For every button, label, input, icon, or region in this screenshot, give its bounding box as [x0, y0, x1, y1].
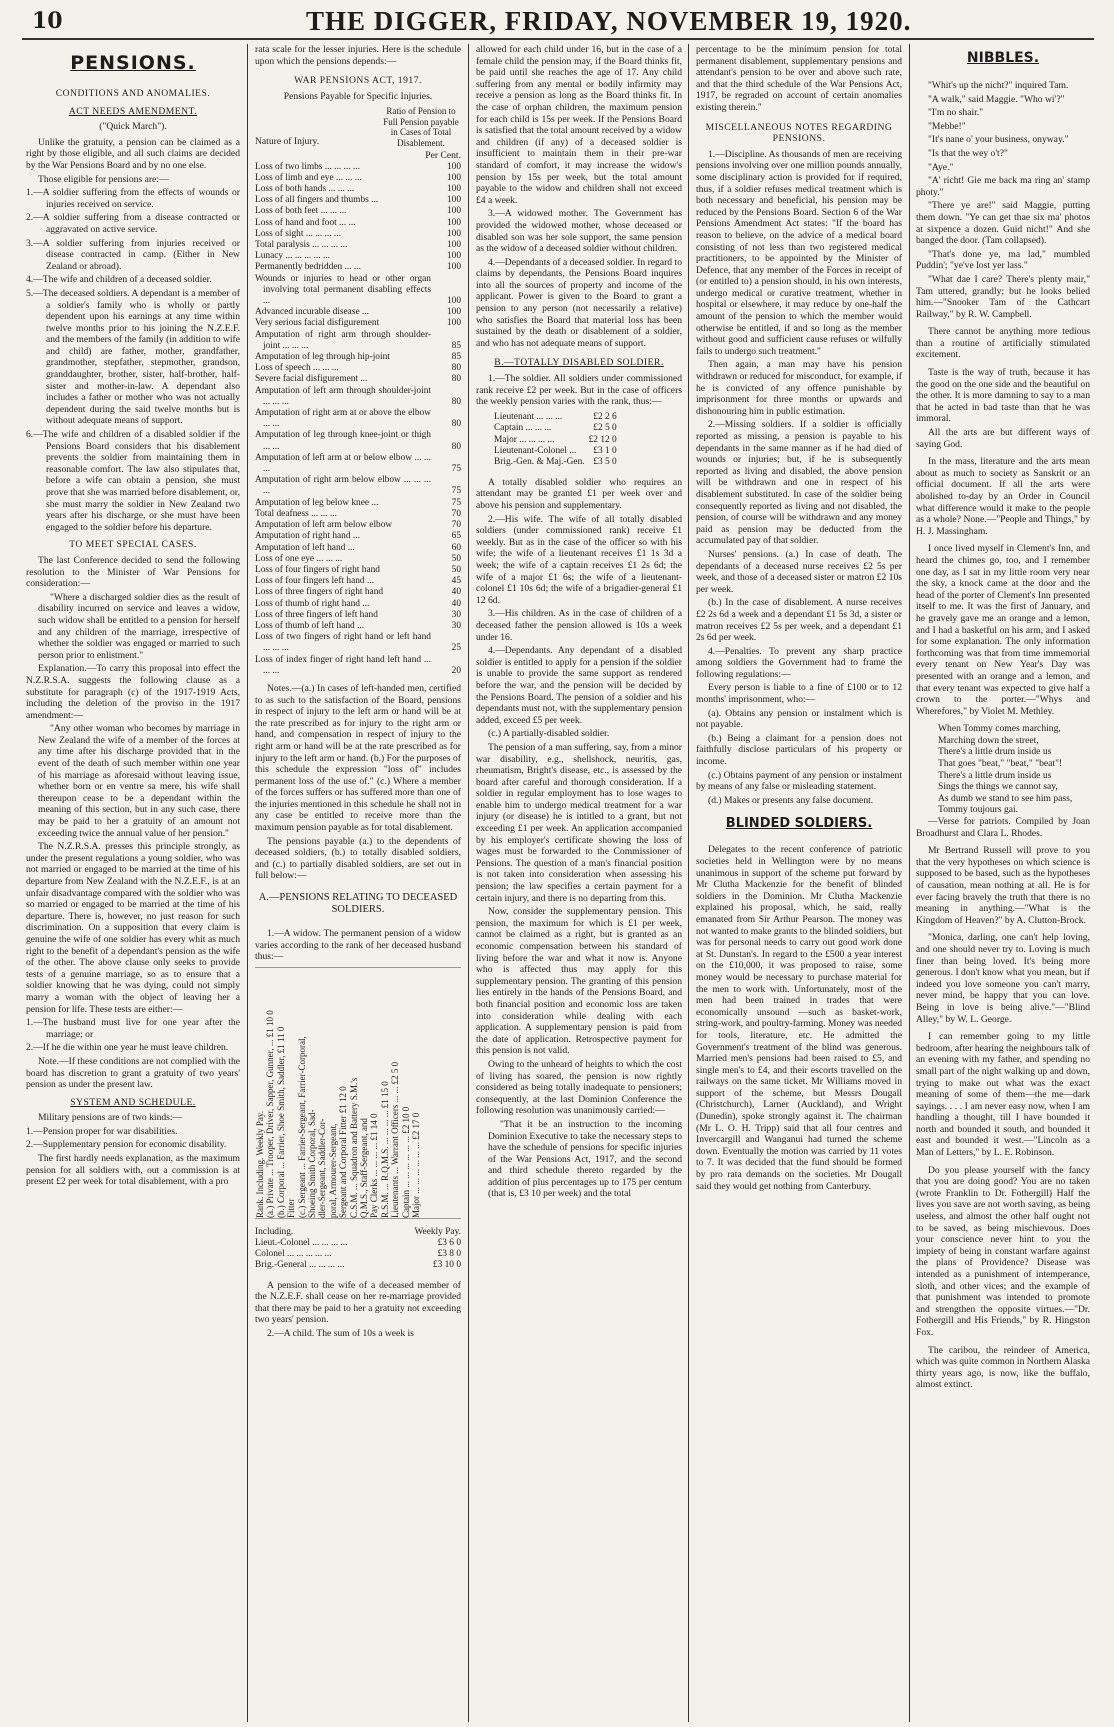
- paragraph: I once lived myself in Clement's Inn, and heard the chimes go, too, and I remember one day, as I sat in my little room very near the sky, a knock came at the door and the head of the porter of Clement's Inn presented itself to me. It was the first of January, and he gravely gave me an orange and a lemon, and I had a basketful on his arm, and I asked for some explanation. The only information forthcoming was that from time immemorial every tenant on New Year's Day was presented with an orange and a lemon, and that every tenant was expected to give half a crown to the porter.—"Whys and Wherefores," by Violet M. Methley.: [916, 543, 1090, 717]
- list-item: 2.—Supplementary pension for economic disability.: [26, 1139, 227, 1151]
- paragraph: Every person is liable to a fine of £100 or to 12 months' imprisonment, who:—: [696, 682, 902, 706]
- verse-line: Marching down the street,: [938, 734, 1039, 746]
- rank-row: [494, 457, 621, 468]
- injury-name: Loss of thumb of right hand ...: [255, 598, 370, 609]
- column-5: [916, 44, 1090, 1719]
- schedule-row: [255, 531, 461, 542]
- tests-list: [26, 1017, 240, 1054]
- schedule-row: [255, 408, 461, 430]
- notes: Notes.—(a.) In cases of left-handed men, certified to as such to the satisfaction of the Board, pensions in respect of injury to the left arm or hand will be at the rate prescribed as for injury to the right arm or hand, and compensation in respect of injury to the right arm or hand will be at the rate prescribed as for injury to the left arm or hand. (b.) For the purposes of this schedule the expression "loss of" includes permanent loss of the use of." (c.) Where a member of the forces suffers or has suffered more than one of the injuries mentioned in this schedule he shall not in any case be entitled to receive more than the maximum pension payable as for total disablement.: [255, 682, 461, 834]
- rotated-pay-line: Pay Clerks ... ... ... ... £1 14 0: [369, 1113, 380, 1218]
- rank-amount: £2 5 0: [593, 423, 617, 434]
- list-item: 6.—The wife and children of a disabled soldier if the Pensions Board considers that his disablement prevents the soldier from maintaining them in reasonable comfort. The law also stipulates that, before a wife can obtain a pension, she must prove that she was married before disablement, or, she must marry the soldier in New Zealand two years after his discharge, or she must have been engaged to the soldier before his departure.: [26, 429, 240, 533]
- dialogue-line: "Whit's up the nicht?" inquired Tam.: [928, 80, 1069, 91]
- paragraph: The caribou, the reindeer of America, which was quite common in Northern Alaska thirty years ago, is now, like the buffalo, almost extinct.: [916, 1344, 1090, 1391]
- injury-name: Total paralysis ... ... ... ...: [255, 240, 348, 251]
- dialogue: [916, 80, 1090, 320]
- injury-name: Loss of four fingers of right hand: [255, 564, 380, 575]
- nibbles-headline: NIBBLES.: [966, 50, 1040, 66]
- paragraph: allowed for each child under 16, but in the case of a female child the pension may, if the Board thinks fit, be paid until she reaches the age of 17. Any child suffering from any mental or bodily infirmity may receive a pension as long as the Board thinks fit. In the case of orphan children, the maximum pension for each child is 15s per week. If the Pensions Board is satisfied that the total amount received by a widow and children (if any) of a deceased soldier is insufficient to maintain them in their pre-war standard of comfort, it may increase the widow's pension by 15s per week, but the total amount payable to the widow and children shall not exceed £4 a week.: [476, 44, 682, 206]
- schedule-row: [255, 632, 461, 654]
- injury-percent: 60: [451, 542, 461, 553]
- paragraph: Military pensions are of two kinds:—: [38, 1112, 183, 1124]
- injury-percent: 75: [451, 497, 461, 508]
- paragraph: (b.) In the case of disablement. A nurse receives £2 2s 6d a week and a dependant £1 5s 3d, a sister or matron receives £2 5s per week, and a dependant £1 2s 6d per week.: [696, 597, 902, 644]
- rotated-pay-line: Shoeing Smith Corporal, Sad-: [307, 1109, 318, 1218]
- paragraph: Unlike the gratuity, a pension can be claimed as a right by those eligible, and all such claims are decided by the War Pensions Board and by no one else.: [26, 136, 240, 171]
- injury-name: Loss of index finger of right hand left hand ... ... ...: [255, 654, 431, 676]
- injury-name: Total deafness ... ... ...: [255, 508, 337, 519]
- including-header: Including.: [255, 1226, 294, 1237]
- schedule-row: [255, 240, 461, 251]
- injury-name: Loss of two limbs ... ... ... ...: [255, 161, 360, 172]
- paragraph: Then again, a man may have his pension withdrawn or reduced for misconduct, for example, if he is convicted of any offence punishable by imprisonment for three months or upwards and dishonouring him in public estimation.: [696, 359, 902, 417]
- officer-widow-pay-table: [255, 1227, 461, 1272]
- paragraph: The N.Z.R.S.A. presses this principle strongly, as under the present regulations a young soldier, who was not married or engaged to be married at the time of his departure from New Zealand with the N.Z.E.F., is at an unfair disadvantage compared with the soldier who was so married or engaged to be married at the time of his departure. There is, however, no just reason for such discrimination. On a supposition that every claim is genuine the wife of one soldier has every whit as much right to the benefit of a dependant's pension as the wife of the other. The above clause only seeks to provide tests of a genuine marriage, so as to ensure that a soldier knowing that he was dying, could not simply marry a woman with the object of leaving her a pension for life. These tests are either:—: [26, 841, 240, 1015]
- injury-percent: 100: [446, 206, 461, 217]
- injury-name: Wounds or injuries to head or other organ involving total permanent disabling effects ...: [255, 273, 431, 307]
- schedule-row: [255, 352, 461, 363]
- penalties-list: [696, 708, 902, 807]
- rank-row: [494, 446, 621, 457]
- injury-percent: 70: [451, 508, 461, 519]
- dialogue-line: "A walk," said Maggie. "Who wi'?": [928, 93, 1065, 105]
- paragraph: 3.—His children. As in the case of children of a deceased father the pension allowed is 10s a week under 16.: [476, 608, 682, 643]
- paragraph: Mr Bertrand Russell will prove to you that the very hypotheses on which science is supposed to be based, such as the hypotheses of causation, mean nothing at all. He is for ever facing bravely the truth that there is no meaning in anything.—"What is the Kingdom of Heaven?" by A. Clutton-Brock.: [916, 845, 1090, 926]
- schedule-row: [255, 307, 461, 318]
- injury-name: Amputation of leg below knee ...: [255, 497, 379, 508]
- weekly-pay-header: Weekly Pay.: [414, 1226, 461, 1237]
- schedule-row: [255, 520, 461, 531]
- injury-percent: 20: [451, 665, 461, 676]
- paragraph: 4.—Dependants of a deceased soldier. In regard to claims by dependants, the Pensions Board inquires into all the sources of property and income of the applicant. Power is given to the Board to grant a pension to any person (not necessarily a relative) who satisfies the Board that material loss has been sustained by the death or disablement of a soldier, and who has not adequate means of support.: [476, 256, 682, 349]
- blinded-soldiers-headline: BLINDED SOLDIERS.: [725, 816, 873, 832]
- injury-percent: 100: [446, 251, 461, 262]
- verse-line: Sings the things we cannot say,: [938, 781, 1058, 793]
- list-item: (c.) Obtains payment of any pension or instalment by means of any false or misleading statement.: [696, 769, 902, 793]
- paragraph: Now, consider the supplementary pension. This pension, the maximum for which is £1 per week, cannot be claimed as a right, but is granted as an economic compensation between his standard of living before the war and what it now is. Anyone who is affected thus may apply for this supplementary pension. The granting of this pension lies entirely in the hands of the Pensions Board, and both financial position and economic loss are taken into consideration while dealing with each application. A supplementary pension is paid from the date of application. Retrospective payment for this pension is not valid.: [476, 906, 682, 1057]
- injury-percent: 80: [451, 419, 461, 430]
- injury-percent: 30: [451, 620, 461, 631]
- schedule-row: [255, 430, 461, 452]
- injury-percent: 40: [451, 598, 461, 609]
- injury-name: Advanced incurable disease ...: [255, 307, 370, 318]
- paragraph: —Verse for patriots. Compiled by Joan Broadhurst and Clara L. Rhodes.: [916, 816, 1090, 839]
- list-item: 4.—The wife and children of a deceased soldier.: [26, 274, 212, 286]
- page-number: 10: [32, 8, 63, 34]
- paragraph: 2.—Missing soldiers. If a soldier is officially reported as missing, a pension is payable to his dependants in the same manner as if he had died of wounds or injuries; but, if he is subsequently reported as living and disabled, the above pension will be withdrawn and one in respect of his disablement substituted. In case of the soldier being consequently reported as living and not disabled, the pension, of course will be withdrawn and any money paid as pension may be deducted from the accumulated pay of that soldier.: [696, 419, 902, 547]
- schedule-row: [255, 251, 461, 262]
- kicker: CONDITIONS AND ANOMALIES.: [55, 88, 211, 99]
- injury-percent: 50: [451, 564, 461, 575]
- injury-name: Loss of one eye ... ... ...: [255, 553, 343, 564]
- injury-percent: 100: [446, 172, 461, 183]
- paragraph: Note.—If these conditions are not complied with the board has discretion to grant a gratuity of two years' pension as under the present law.: [26, 1055, 240, 1091]
- list-item: (a). Obtains any pension or instalment which is not payable.: [696, 707, 902, 731]
- column-2: [255, 44, 461, 1719]
- pay-amount: £3 6 0: [437, 1238, 461, 1249]
- paragraph: 4.—Penalties. To prevent any sharp practice among soldiers the Government had to frame the following regulations:—: [696, 645, 902, 680]
- paragraph: 1.—The soldier. All soldiers under commissioned rank receive £2 per week. But in the case of officers the weekly pension varies with the rank, thus:—: [476, 373, 682, 408]
- schedule-row: [255, 195, 461, 206]
- schedule-row: [255, 554, 461, 565]
- injury-percent: 100: [446, 296, 461, 307]
- list-item: 3.—A soldier suffering from injuries received or disease contracted in camp. (Either in New Zealand or abroad).: [26, 237, 240, 272]
- rank-row: [494, 435, 621, 446]
- schedule-row: [255, 318, 461, 329]
- widow-pay-table-rotated: [255, 967, 461, 1219]
- tagline: ("Quick March").: [99, 121, 167, 133]
- injury-percent: 100: [446, 195, 461, 206]
- schedule-row: [255, 184, 461, 195]
- dialogue-line: "I'm no shair.": [928, 107, 984, 119]
- column-rule: [909, 44, 910, 1722]
- column-rule: [247, 44, 248, 1722]
- pay-row: [255, 1260, 461, 1271]
- injury-name: Loss of three fingers of left hand: [255, 609, 378, 620]
- list-item: 1.—Pension proper for war disabilities.: [26, 1125, 178, 1137]
- paragraph: 2.—His wife. The wife of all totally disabled soldiers (under commissioned rank) receive £1 weekly. But as in the case of the officer so with his wife; the wife of a lieutenant receives £1 1s 3d a week; the wife of a captain receives £1 2s 6d; the wife of a major £1 6s; the wife of a lieutenant-colonel £1 10s 6d; the wife of a brigadier-general £1 12 6d.: [476, 513, 682, 606]
- paragraph: The pensions payable (a.) to the dependents of deceased soldiers, (b.) to totally disabled soldiers, and (c.) to partially disabled soldiers, are set out in full below:—: [255, 835, 461, 882]
- paragraph: Owing to the unheard of heights to which the cost of living has soared, the pension is now rightly considered as being totally inadequate to pensioners; consequently, at the last Dominion Conference the following resolution was unanimously carried:—: [476, 1058, 682, 1117]
- paragraph: The last Conference decided to send the following resolution to the Minister of War Pensions for consideration:—: [26, 554, 240, 590]
- injury-percent: 45: [451, 576, 461, 587]
- injury-name: Loss of limb and eye ... ... ...: [255, 172, 362, 183]
- dialogue-line: "A' richt! Gie me back ma ring an' stamp photy.": [916, 175, 1090, 198]
- pay-rank: Lieut.-Colonel ... ... ... ...: [255, 1238, 348, 1249]
- section-b-heading: B.—TOTALLY DISABLED SOLDIER.: [494, 357, 664, 369]
- injury-name: Amputation of right arm below elbow ... ... ... ...: [255, 475, 431, 497]
- rotated-pay-line: Rank. Including. Weekly Pay.: [255, 1110, 265, 1218]
- schedule-row: [255, 229, 461, 240]
- rank-name: Lieutenant-Colonel ...: [494, 446, 577, 457]
- schedule-header: [255, 106, 461, 148]
- paragraph: rata scale for the lesser injuries. Here is the schedule upon which the pensions depends:—: [255, 44, 461, 67]
- subhead: SYSTEM AND SCHEDULE.: [70, 1096, 196, 1108]
- percent-header: Per Cent.: [425, 150, 461, 161]
- rotated-pay-line: poral, Armourer-Sergeant,: [327, 1123, 338, 1218]
- schedule-row: [255, 576, 461, 587]
- injury-percent: 100: [446, 307, 461, 318]
- injury-percent: 30: [451, 609, 461, 620]
- injury-percent: 80: [451, 441, 461, 452]
- rotated-pay-line: dler-Sergeant, Saddler-Cor-: [317, 1118, 328, 1218]
- rotated-pay-line: Fitter: [286, 1198, 297, 1218]
- injury-name: Loss of four fingers left hand ...: [255, 576, 374, 587]
- verse: [916, 723, 1090, 816]
- verse-line: That goes "beat," "beat," "beat"!: [938, 758, 1063, 770]
- pensions-headline: PENSIONS.: [70, 52, 196, 74]
- injury-name: Amputation of right arm through shoulder-joint ... ... ...: [255, 329, 431, 351]
- injury-name: Amputation of right arm at or above the elbow ... ...: [255, 408, 431, 430]
- schedule-row: [255, 386, 461, 408]
- subhead: TO MEET SPECIAL CASES.: [69, 539, 197, 551]
- pay-amount: £3 10 0: [432, 1260, 461, 1271]
- paragraph: I can remember going to my little bedroom, after hearing the neighbours talk of an evening with my father, and spending no small part of the night walking up and down, trying to make out what was the exact meaning of some of them—the me—dark sayings. . . . I am never easy now, when I am handling a thought, till I have bounded it north and bounded it south, and bounded it east and bounded it west.—"Lincoln as a Man of Letters," by L. E. Robinson.: [916, 1031, 1090, 1159]
- list-item: (d.) Makes or presents any false document.: [708, 794, 874, 806]
- schedule-row: [255, 498, 461, 509]
- rotated-pay-line: Lieutenants ... Warrant Officers ... ... £2 5 0: [390, 1061, 401, 1218]
- paragraph: 2.—A child. The sum of 10s a week is: [267, 1328, 414, 1339]
- list-item: 1.—The husband must live for one year after the marriage; or: [26, 1017, 240, 1040]
- paragraph: 1.—Discipline. As thousands of men are receiving pensions involving over one million pounds annually, some disciplinary action is provided for if required, thus, if a soldier refuses medical treatment which is both necessary and beneficial, his pension may be reduced by the Pensions Board. Section 6 of the War Pensions Amendment Act states: "If the board has reason to believe, on the advice of a medical board consisting of not less than two registered medical practitioners, to be appointed by the Minister of Defence, that any member of the Forces in receipt of (or entitled to) a pension should, in his own interests, undergo medical or curative treatment, whether in hospital or elsewhere, it may reduce by one-half the amount of the pension to which the member would otherwise be entitled, if and so long as the member without good and sufficient cause refuses or wilfully fails to undergo such treatment.": [696, 148, 902, 357]
- rank-row: [494, 423, 621, 434]
- paragraph: All the arts are but different ways of saying God.: [916, 427, 1090, 450]
- list-item: (b.) Being a claimant for a pension does not faithfully disclose particulars of his property or income.: [696, 732, 902, 768]
- list-item: 2.—A soldier suffering from a disease contracted or aggravated on active service.: [26, 212, 240, 235]
- eligibility-list: [26, 187, 240, 533]
- injury-name: Amputation of leg through knee-joint or thigh ... ...: [255, 430, 431, 452]
- quotation: "That it be an instruction to the incoming Dominion Executive to take the necessary steps to have the schedule of pensions for specific injuries of the War Pensions Act, 1917, and the second and third schedule thereto regarded by the addition of plus percentages up to 175 per centum (that is, £3 10 per week) and the total: [488, 1118, 682, 1200]
- rank-name: Captain ... ... ...: [494, 423, 552, 434]
- paragraph: In the mass, literature and the arts mean about as much to society as Sanskrit or an official document. If all the arts were abolished to-day by an Order in Council what difference would it make to the people as a whole? None.—"People and Things," by H. J. Massingham.: [916, 456, 1090, 537]
- dialogue-line: "What dae I care? There's plenty mair," Tam uttered, grandly; but he looks belied him.—"Snooker Tam of the Cathcart Railway," by R. W. Campbell.: [916, 273, 1090, 320]
- paragraph: Explanation.—To carry this proposal into effect the N.Z.R.S.A. suggests the following clause as a substitute for paragraph (c) of the 1917-1919 Acts, including the deletion of the proviso in the 1917 amendment:—: [26, 663, 240, 721]
- injury-name: Lunacy ... ... ... ... ...: [255, 251, 330, 262]
- misc-notes-heading: MISCELLANEOUS NOTES REGARDING PENSIONS.: [705, 121, 893, 145]
- act-heading: WAR PENSIONS ACT, 1917.: [294, 75, 422, 87]
- pension-kinds-list: [26, 1126, 240, 1151]
- injury-name: Loss of sight ... ... ... ...: [255, 228, 341, 239]
- verse-line: As dumb we stand to see him pass,: [938, 792, 1073, 804]
- schedule-row: [255, 173, 461, 184]
- rotated-pay-line: C.S.M. ... Squadron and Battery S.M.'s: [348, 1077, 359, 1218]
- injury-percent: 80: [451, 363, 461, 374]
- schedule-row: [255, 262, 461, 273]
- injury-percent: 100: [446, 318, 461, 329]
- masthead-title: THE DIGGER, FRIDAY, NOVEMBER 19, 1920.: [306, 6, 912, 36]
- schedule-row: [255, 655, 461, 677]
- paragraph: The pension of a man suffering, say, from a minor war disability, e.g., shellshock, neuritis, gas, rheumatism, Bright's disease, etc., is assessed by the board after careful and thorough consideration. If a soldier in regular employment has to lose wages to enable him to undergo medical treatment for a war injury (or disease) he is intitled to a grant, but not exceeding £1 per week. An application accompanied by his employer's certificate showing the loss of wages must be forwarded to the Commissioner of Pensions. The question of a man's financial position is not taken into consideration when assessing his pension; the law specifies a certain payment for a certain injury, and there is no departing from this.: [476, 741, 682, 904]
- injury-percent: 100: [446, 262, 461, 273]
- schedule-row: [255, 374, 461, 385]
- list-item: 5.—The deceased soldiers. A dependant is a member of a soldier's family who is wholly or partly dependent upon his earnings at any time within twelve months prior to his joining the N.Z.E.F. and the members of the family (in addition to wife and child) are father, mother, grandfather, grandmother, stepfather, stepmother, grandson, granddaughter, brother, sister, half-brother, half-sister and mother-in-law. A dependant also includes a father or mother who was not actually dependent during the said twelve months but is without adequate means of support.: [26, 287, 240, 427]
- rotated-pay-line: Captain ... ... ... ... ... ... £2 10 0: [400, 1106, 411, 1218]
- injury-percent: 25: [451, 643, 461, 654]
- paragraph: The first hardly needs explanation, as the maximum pension for all soldiers with, out a commission is at present £2 per week for total disablement, with a pro: [26, 1153, 240, 1188]
- masthead-rule: [22, 38, 1094, 40]
- injury-name: Loss of two fingers of right hand or left hand ... ... ...: [255, 632, 431, 654]
- column-rule: [468, 44, 469, 1722]
- verse-line: There's a little drum inside us: [938, 769, 1052, 781]
- list-item: 1.—A soldier suffering from the effects of wounds or injuries received on service.: [26, 187, 240, 210]
- paragraph: There cannot be anything more tedious than a routine of artificially stimulated excitement.: [916, 326, 1090, 361]
- rotated-pay-line: Major ... ... ... ... ... ... £2 17 0: [411, 1112, 422, 1218]
- injury-percent: 100: [446, 184, 461, 194]
- paragraph: Those eligible for pensions are:—: [38, 173, 169, 185]
- act-subheading: Pensions Payable for Specific Injuries.: [283, 90, 433, 102]
- injury-percent: 70: [451, 520, 461, 531]
- pay-row: [255, 1238, 461, 1249]
- dialogue-line: "Mebbe!": [928, 120, 966, 132]
- paragraph: 3.—A widowed mother. The Government has provided the widowed mother, whose deceased or disabled son was her sole support, the same pension as the widow of a deceased soldier without children.: [476, 208, 682, 255]
- injury-name: Amputation of leg through hip-joint: [255, 352, 390, 363]
- injury-percent: 75: [451, 464, 461, 475]
- nature-header: Nature of Injury.: [255, 136, 320, 148]
- injury-percent: 65: [451, 531, 461, 542]
- injury-percent: 50: [451, 553, 461, 564]
- list-item: 2.—If he die within one year he must leave children.: [26, 1042, 229, 1054]
- ratio-header: Ratio of Pension to Full Pension payable in Cases of Total Disablement.: [383, 106, 459, 148]
- paragraph: "Monica, darling, one can't help loving, and one should never try to. Loving is much finer than being loved. It's being more generous. I don't know what you mean, but if indeed you love someone you can't marry, never mind, be happy that you can love. Being in love is being alive."—"Blind Alley," by W. L. George.: [916, 932, 1090, 1025]
- rank-name: Brig.-Gen. & Maj.-Gen.: [494, 457, 585, 468]
- rank-name: Major ... ... ... ...: [494, 434, 555, 445]
- schedule-row: [255, 475, 461, 497]
- masthead: [0, 0, 1114, 38]
- paragraph: A pension to the wife of a deceased member of the N.Z.E.F. shall cease on her re-marriage provided that there may be paid to her a gratuity not exceeding two years' pension.: [255, 1279, 461, 1326]
- injury-percent: 80: [451, 374, 461, 385]
- subhead: ACT NEEDS AMENDMENT.: [68, 105, 198, 117]
- paragraph: (c.) A partially-disabled soldier.: [488, 728, 610, 740]
- injury-name: Severe facial disfigurement ...: [255, 374, 368, 385]
- paragraph: 4.—Dependants. Any dependant of a disabled soldier is entitled to apply for a pension if the soldier is unable to provide the same support as rendered before the war, and the pension will be decided by the Pensions Board. The pension of a soldier and his dependants must not, with the supplementary pension added, exceed £5 per week.: [476, 645, 682, 726]
- rotated-pay-line: (c.) Sergeant ... Farrier-Sergeant, Farrier-Corporal,: [296, 1036, 307, 1218]
- dialogue-line: "That's done ye, ma lad," mumbled Puddin'; "ye've lost yer lass.": [916, 248, 1090, 272]
- rank-amount: £2 12 0: [588, 434, 617, 445]
- schedule-row: [255, 330, 461, 352]
- schedule-row: [255, 274, 461, 308]
- injury-name: Amputation of left hand ...: [255, 542, 355, 553]
- schedule-row: [255, 621, 461, 632]
- injury-name: Loss of three fingers of right hand: [255, 587, 384, 598]
- injury-name: Loss of speech ... ... ...: [255, 363, 339, 374]
- injury-percent: 80: [451, 396, 461, 407]
- column-4: [696, 44, 902, 1719]
- pay-rank: Colonel ... ... ... ... ...: [255, 1249, 332, 1260]
- verse-line: Tommy toujours gai.: [938, 804, 1019, 816]
- quotation: "Any other woman who becomes by marriage in New Zealand the wife of a member of the forces at any time after his discharge provided that in the event of the death of such member within one year of his marriage as aforesaid without leaving issue, whether born or en ventre sa mere, his wife shall thereupon cease to be a dependant within the meaning of this section, but in any such case, there may be paid to her a gratuity of an amount not exceeding twice the annual value of her pension.": [38, 723, 240, 839]
- schedule-row: [255, 587, 461, 598]
- rotated-pay-line: (b.) Corporal ... Farrier, Shoe Smith, Saddler, £1 11 0: [275, 1026, 286, 1218]
- injury-name: Amputation of left arm through shoulder-joint ... ... ...: [255, 385, 431, 407]
- column-3: [476, 44, 682, 1719]
- injury-name: Amputation of left arm below elbow: [255, 520, 393, 531]
- dialogue-line: "There ye are!" said Maggie, putting them down. "Ye can get thae six ma' photos at sixpence a dozen. Guid nicht!" And she banged the door. (Tam collapsed).: [916, 200, 1090, 247]
- schedule-row: [255, 206, 461, 217]
- schedule-row: [255, 599, 461, 610]
- injury-percent: 100: [446, 161, 461, 172]
- injury-name: Loss of hand and foot ... ...: [255, 217, 356, 228]
- paragraph: Do you please yourself with the fancy that you are doing good? You are no taken (wrote Franklin to Dr. Fothergill) Half the lives you save are not worth saving, as being useless, and almost the other half ought not to be saved, as being mischievous. Does your conscience never hint to you the impiety of being in constant warfare against the plans of Providence? Disease was intended as a punishment of intemperance, sloth, and other vices; and the example of that punishment was intended to promote and strengthen the opposite virtues.—"Dr. Fothergill and His Friends," by R. Hingston Fox.: [916, 1164, 1090, 1338]
- rank-name: Lieutenant ... ... ...: [494, 411, 563, 422]
- pay-rank: Brig.-General ... ... ... ...: [255, 1260, 345, 1271]
- rotated-pay-line: Sergeant and Corporal Fitter £1 12 0: [338, 1086, 349, 1218]
- rotated-pay-line: (a.) Private ... Trooper, Driver, Sapper, Gunner, ... £1 10 0: [265, 1010, 276, 1218]
- schedule-row: [255, 565, 461, 576]
- injury-name: Loss of thumb of left hand ...: [255, 620, 365, 631]
- injury-percent: 75: [451, 486, 461, 497]
- column-rule: [688, 44, 689, 1722]
- injury-name: Very serious facial disfigurement: [255, 318, 380, 329]
- paragraph: A totally disabled soldier who requires an attendant may be granted £1 per week over and above his pension and supplementary.: [476, 476, 682, 512]
- section-a-heading: A.—PENSIONS RELATING TO DECEASED SOLDIERS.: [258, 892, 458, 916]
- rank-row: [494, 412, 621, 423]
- schedule-row: [255, 363, 461, 374]
- injury-name: Amputation of left arm at or below elbow ... ... ...: [255, 452, 431, 475]
- schedule-row: [255, 509, 461, 520]
- column-1: [26, 44, 240, 1719]
- injury-percent: 40: [451, 587, 461, 598]
- schedule-row: [255, 218, 461, 229]
- schedule-row: [255, 543, 461, 554]
- verse-line: There's a little drum inside us: [938, 746, 1052, 758]
- paragraph: percentage to be the minimum pension for total permanent disablement, supplementary pensions and attendant's pension to be over and above such rate, and that the third schedule of the War Pensions Act, 1917, be regraded on account of certain anomalies existing therein.": [696, 44, 902, 113]
- rotated-pay-line: R.S.M. ... R.Q.M.S. ... ... ... ... £1 15 0: [379, 1081, 390, 1218]
- paragraph: 1.—A widow. The permanent pension of a widow varies according to the rank of her deceased husband thus:—: [255, 928, 461, 963]
- injury-name: Amputation of right hand ...: [255, 531, 360, 542]
- paragraph: Taste is the way of truth, because it has the good on the one side and the beautiful on the other. It is more damning to say to a man that he acted in bad taste than that he was immoral.: [916, 367, 1090, 425]
- dialogue-line: "Aye.": [928, 161, 954, 173]
- injury-name: Loss of all fingers and thumbs ...: [255, 195, 379, 206]
- injury-percent: 100: [446, 240, 461, 251]
- officer-rank-pay-table: [494, 412, 621, 469]
- injury-percent: 85: [451, 340, 461, 351]
- rotated-pay-line: Q.M.S., Staff-Sergeant, and: [359, 1117, 370, 1218]
- injury-name: Loss of both hands ... ... ...: [255, 184, 355, 194]
- injury-percent: 100: [446, 217, 461, 228]
- verse-line: When Tommy comes marching,: [938, 723, 1061, 735]
- injury-percent: 100: [446, 228, 461, 239]
- schedule-row: [255, 162, 461, 173]
- schedule-row: [255, 453, 461, 475]
- rank-amount: £2 2 6: [593, 411, 617, 422]
- paragraph: Delegates to the recent conference of patriotic societies held in Wellington were by no means unanimous in support of the scheme put forward by Mr Clutha Mackenzie for the benefit of blinded soldiers in the Dominion. Mr Clutha Mackenzie explained his proposal, which, he said, really emanated from Sir Arthur Pearson. The money was not wanted to make grants to the blinded soldiers, but was for personal needs to carry out good work done at St. Dunstan's. In regard to the £500 a year interest on the £10,000, it was proposed to raise, some money would be necessary to purchase material for the men to work with. Unfortunately, most of the men had been trained in trades that were economically unsound —such as basket-work, string-work, and poultry-farming. Money was needed for tools, literature, etc. He admitted the Government's treatment of the blind was generous. Married men's pensions had been raised to £5, and single men's to £4, and their escorts travelled on the railways on the same ticket. Mr Williams moved in support of the scheme, but Messrs Dougall (Christchurch), Larner (Auckland), and Wright (Dunedin), spoke strongly against it. The chairman (Mr L. O. H. Tripp) said that all four centres and Invercargill and Wanganui had turned the scheme down. Eventually the motion was carried by 11 votes to 7. It was decided that the fund should be formed by pro rata demands on the societies. Mr Dougall said they would get nothing from Canterbury.: [696, 844, 902, 1192]
- injury-name: Permanently bedridden ... ...: [255, 262, 361, 273]
- schedule-row: [255, 610, 461, 621]
- paragraph: Nurses' pensions. (a.) In case of death. The dependants of a deceased nurse receives £2 5s per week, and those of a deceased sister or matron £2 10s per week.: [696, 548, 902, 595]
- dialogue-line: "It's nane o' your business, onyway.": [928, 134, 1069, 146]
- pay-row: [255, 1249, 461, 1260]
- quotation: "Where a discharged soldier dies as the result of disability incurred on service and leaves a widow, such widow shall be entitled to a pension for herself and any children of the marriage, irrespective of whether the soldier was engaged or married to such person prior to enlistment.": [38, 591, 240, 661]
- dialogue-line: "Is that the wey o't?": [928, 147, 1008, 159]
- injury-percent: 85: [451, 352, 461, 363]
- injury-name: Loss of both feet ... ... ...: [255, 206, 347, 217]
- rank-amount: £3 5 0: [593, 457, 617, 468]
- rank-amount: £3 1 0: [593, 446, 617, 457]
- pay-amount: £3 8 0: [437, 1249, 461, 1260]
- injury-schedule: [255, 162, 461, 677]
